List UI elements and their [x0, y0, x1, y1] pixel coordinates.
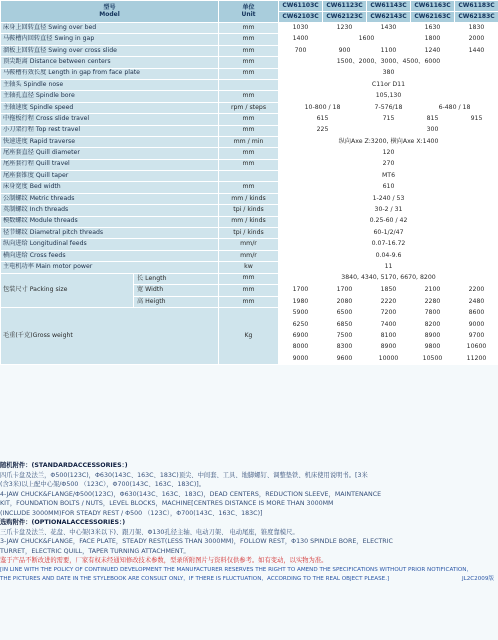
row-unit: mm — [219, 68, 279, 79]
catalog-code: JL2C2009版 — [461, 576, 494, 582]
row-label: 主轴头 Spindle nose — [1, 79, 219, 90]
row-label: 尾座套锥度 Quill taper — [1, 171, 219, 182]
row-label: 溜板上回转直径 Swing over cross slide — [1, 45, 219, 56]
cell: 1230 — [323, 23, 367, 34]
model-col-5: CW61183C CW62183C — [455, 1, 498, 23]
row-label: 小刀架行程 Top rest travel — [1, 125, 219, 136]
row-quill-diameter — [1, 148, 498, 159]
row-metric-threads — [1, 193, 498, 204]
cell: 10500 — [411, 353, 455, 364]
policy-en-2: THE PICTURES AND DATE IN THE STYLEBOOK ARE CONSULT ONLY，IF THERE IS FLUCTUATION，ACCORDING TO THE REAL OBJECT PLEASE.] — [0, 576, 390, 582]
row-swing-bed — [1, 23, 498, 34]
cell: 8200 — [411, 319, 455, 330]
row-spindle-nose — [1, 79, 498, 90]
row-label: 床身上回转直径 Swing over bed — [1, 23, 219, 34]
cell: 1500、2000、3000、4500、6000 — [279, 57, 498, 68]
policy-cn: 鉴于产品不断改进的需要，厂家有权未经通知修改技术参数，型录所附图片与资料仅供参考。如有变动，以实物为准。 — [0, 557, 328, 564]
cell: 11200 — [455, 353, 498, 364]
row-label: 中拖板行程 Cross slide travel — [1, 114, 219, 125]
cell: 8000 — [279, 342, 323, 353]
cell: 1830 — [455, 23, 498, 34]
row-unit: mm — [219, 148, 279, 159]
cell: C11or D11 — [279, 79, 498, 90]
policy-en-1: [IN LINE WITH THE POLICY OF CONTINUED DEVELOPMENT THE MANUFACTURER RESERVES THE RIGHT TO AMEND THE SPECIFICATIONS WITHOUT PRIOR NOTIFICATION， — [0, 566, 473, 573]
cell: 9700 — [455, 331, 498, 342]
cell: 6250 — [279, 319, 323, 330]
row-label: 尾座套直径 Quill diameter — [1, 148, 219, 159]
row-unit: mm — [219, 125, 279, 136]
row-unit — [219, 171, 279, 182]
cell: 105,130 — [279, 91, 498, 102]
optional-accessories-title: 选购附件：(OPTIONALACCESSORIES：) — [0, 519, 126, 526]
row-unit: mm — [219, 182, 279, 193]
row-inch-threads — [1, 205, 498, 216]
row-unit — [219, 79, 279, 90]
row-unit: mm — [219, 34, 279, 45]
cell: 5900 — [279, 308, 323, 319]
cell: 380 — [279, 68, 498, 79]
packing-height-label: 高 Heigth — [137, 297, 166, 305]
cell: 2480 — [455, 296, 498, 308]
optional-accessories-cn: 三爪卡盘及法兰、花盘、中心架(3米以下)、跟刀架、Φ130孔径主轴、电动刀架、 电动尾座，锥度靠模尺。 — [0, 528, 299, 536]
cell: 610 — [279, 182, 498, 193]
row-label: 顶尖距离 Distance between centers — [1, 57, 219, 68]
cell: 10-800 / 18 — [279, 102, 367, 113]
row-unit: mm — [219, 159, 279, 170]
row-bed-width — [1, 182, 498, 193]
unit-header: 单位 Unit — [219, 1, 279, 23]
row-unit: mm — [219, 273, 279, 285]
cell: 7200 — [367, 308, 411, 319]
row-motor — [1, 262, 498, 273]
row-label: 主轴速度 Spindle speed — [1, 102, 219, 113]
cell: 1440 — [455, 45, 498, 56]
row-label: 快速进度 Rapid traverse — [1, 136, 219, 147]
row-label: 主轴孔直径 Spindle bore — [1, 91, 219, 102]
cell: 9600 — [323, 353, 367, 364]
cell: 2220 — [367, 296, 411, 308]
cell: 1100 — [367, 45, 411, 56]
row-label: 公制螺纹 Metric threads — [1, 193, 219, 204]
row-unit: mm — [219, 57, 279, 68]
row-unit: mm — [219, 285, 279, 297]
standard-accessories-en-2: KIT，FOUNDATION BOLTS / NUTS，LEVEL BLOCKS，MACHINE[CENTRES DISTANCE IS MORE THAN 3000MM — [0, 500, 334, 507]
row-label: 模数螺纹 Module threads — [1, 216, 219, 227]
row-pitch-threads — [1, 228, 498, 239]
cell: 60-1/2/47 — [279, 228, 498, 239]
cell: 1700 — [279, 285, 323, 297]
cell: 1240 — [411, 45, 455, 56]
cell: 0.25-60 / 42 — [279, 216, 498, 227]
cell: 3840, 4340, 5170, 6670, 8200 — [279, 273, 498, 285]
row-unit: kw — [219, 262, 279, 273]
row-weight-1 — [1, 308, 498, 319]
cell: 6900 — [279, 331, 323, 342]
row-packing-length — [1, 273, 498, 285]
optional-accessories-en-1: 3-JAW CHUCK&FLANGE，FACE PLATE，STEADY REST(LESS THAN 3000MM)，FOLLOW REST，Φ130 SPINDLE BORE，ELECTRIC — [0, 538, 393, 545]
cell: 0.07-16.72 — [279, 239, 498, 250]
row-label: 马鞍槽有效长度 Length in gap from face plate — [1, 68, 219, 79]
row-unit: mm/r — [219, 239, 279, 250]
row-rapid — [1, 136, 498, 147]
cell: 1630 — [411, 23, 455, 34]
row-swing-slide — [1, 45, 498, 56]
policy-en-2-row — [0, 575, 498, 585]
accessories-notes — [0, 461, 498, 640]
cell: 7800 — [411, 308, 455, 319]
standard-accessories-en-1: 4-JAW CHUCK&FLANGE/Φ500(123C)，Φ630(143C、163C、183C)，DEAD CENTERS，REDUCTION SLEEVE，MAINTENANCE — [0, 490, 382, 498]
row-gap-length — [1, 68, 498, 79]
row-quill-travel — [1, 159, 498, 170]
standard-accessories-cn-2: (含3米)以上配中心架/Φ500 （123C），Φ700(143C、163C、183C)]。 — [0, 481, 206, 488]
row-unit: mm / kinds — [219, 193, 279, 204]
model-col-2: CW61123C CW62123C — [323, 1, 367, 23]
cell: 9000 — [279, 353, 323, 364]
row-top-rest — [1, 125, 498, 136]
row-label: 径节螺纹 Diametral pitch threads — [1, 228, 219, 239]
cell: 2100 — [411, 285, 455, 297]
cell: 8100 — [367, 331, 411, 342]
cell: 2080 — [323, 296, 367, 308]
cell: 8900 — [367, 342, 411, 353]
cell: 2000 — [455, 34, 498, 45]
standard-accessories-en-3: (INCLUDE 3000MM)FOR STEADY REST / Φ500 （123C），Φ700(143C、163C、183C)] — [0, 509, 263, 517]
packing-label: 包装尺寸 Packing size — [3, 286, 68, 294]
row-label: 纵向进给 Longitudinal feeds — [1, 239, 219, 250]
cell: 6-480 / 18 — [411, 102, 498, 113]
cell: 1800 — [411, 34, 455, 45]
row-unit: mm — [219, 45, 279, 56]
standard-accessories-cn-1: 四爪卡盘及法兰，Φ500(123C)，Φ630(143C、163C、183C)顶尖、中间套、工具、地脚螺钉、调整垫铁、机床使用说明书。[3米 — [0, 471, 368, 479]
row-unit: mm — [219, 114, 279, 125]
row-label: 横向进给 Cross feeds — [1, 250, 219, 261]
row-quill-taper — [1, 171, 498, 182]
cell: 120 — [279, 148, 498, 159]
cell: 0.04-9.6 — [279, 250, 498, 261]
packing-width-label: 宽 Width — [134, 285, 218, 297]
row-unit: mm — [219, 296, 279, 308]
cell: 300 — [367, 125, 498, 136]
row-spindle-speed — [1, 102, 498, 113]
weight-label: 毛重(千克)Gross weight — [1, 308, 219, 365]
cell: MT6 — [279, 171, 498, 182]
cell: 1980 — [279, 296, 323, 308]
row-unit: tpi / kinds — [219, 228, 279, 239]
cell: 270 — [279, 159, 498, 170]
cell: 700 — [279, 45, 323, 56]
cell: 8300 — [323, 342, 367, 353]
cell: 2280 — [411, 296, 455, 308]
row-label: 英制螺纹 Inch threads — [1, 205, 219, 216]
row-spindle-bore — [1, 91, 498, 102]
cell: 7-576/18 — [367, 102, 411, 113]
cell: 815 — [411, 114, 455, 125]
cell: 8600 — [455, 308, 498, 319]
row-swing-gap — [1, 34, 498, 45]
cell: 1400 — [279, 34, 323, 45]
row-unit: mm/r — [219, 250, 279, 261]
cell: 1700 — [323, 285, 367, 297]
row-long-feeds — [1, 239, 498, 250]
cell: 615 — [279, 114, 367, 125]
cell: 1-240 / 53 — [279, 193, 498, 204]
model-col-1: CW61103C CW62103C — [279, 1, 323, 23]
cell: 纵向Axe Z:3200, 横向Axe X:1400 — [279, 136, 498, 147]
cell: 2200 — [455, 285, 498, 297]
row-unit: tpi / kinds — [219, 205, 279, 216]
cell: 7400 — [367, 319, 411, 330]
row-module-threads — [1, 216, 498, 227]
weight-unit: Kg — [219, 308, 279, 365]
model-col-3: CW61143C CW62143C — [367, 1, 411, 23]
row-cross-feeds — [1, 250, 498, 261]
cell: 7500 — [323, 331, 367, 342]
cell: 30-2 / 31 — [279, 205, 498, 216]
standard-accessories-title: 随机附件：(STANDARDACCESSORIES：) — [0, 462, 128, 469]
header-row — [1, 1, 498, 23]
cell: 10000 — [367, 353, 411, 364]
cell: 9800 — [411, 342, 455, 353]
row-unit: mm — [219, 91, 279, 102]
cell: 225 — [279, 125, 367, 136]
cell: 900 — [323, 45, 367, 56]
packing-length-label: 长 Length — [134, 274, 218, 286]
row-unit: rpm / steps — [219, 102, 279, 113]
cell: 1600 — [323, 34, 411, 45]
row-label: 主电机功率 Main motor power — [1, 262, 219, 273]
cell: 9000 — [455, 319, 498, 330]
row-label: 床身宽度 Bed width — [1, 182, 219, 193]
row-label: 马鞍槽内回转直径 Swing in gap — [1, 34, 219, 45]
row-centers — [1, 57, 498, 68]
model-header: 型号 Model — [1, 1, 219, 23]
cell: 1030 — [279, 23, 323, 34]
optional-accessories-en-2: TURRET，ELECTRIC QUILL，TAPER TURNING ATTACHMENT。 — [0, 547, 190, 555]
cell: 6850 — [323, 319, 367, 330]
row-cross-slide — [1, 114, 498, 125]
cell: 715 — [367, 114, 411, 125]
cell: 1850 — [367, 285, 411, 297]
cell: 11 — [279, 262, 498, 273]
row-label: 尾座套行程 Quill travel — [1, 159, 219, 170]
cell: 915 — [455, 114, 498, 125]
cell: 6500 — [323, 308, 367, 319]
cell: 1430 — [367, 23, 411, 34]
cell: 10600 — [455, 342, 498, 353]
model-col-4: CW61163C CW62163C — [411, 1, 455, 23]
row-unit: mm — [219, 23, 279, 34]
row-unit: mm / min — [219, 136, 279, 147]
packing-label-cell — [1, 273, 219, 308]
cell: 8900 — [411, 331, 455, 342]
row-unit: mm / kinds — [219, 216, 279, 227]
